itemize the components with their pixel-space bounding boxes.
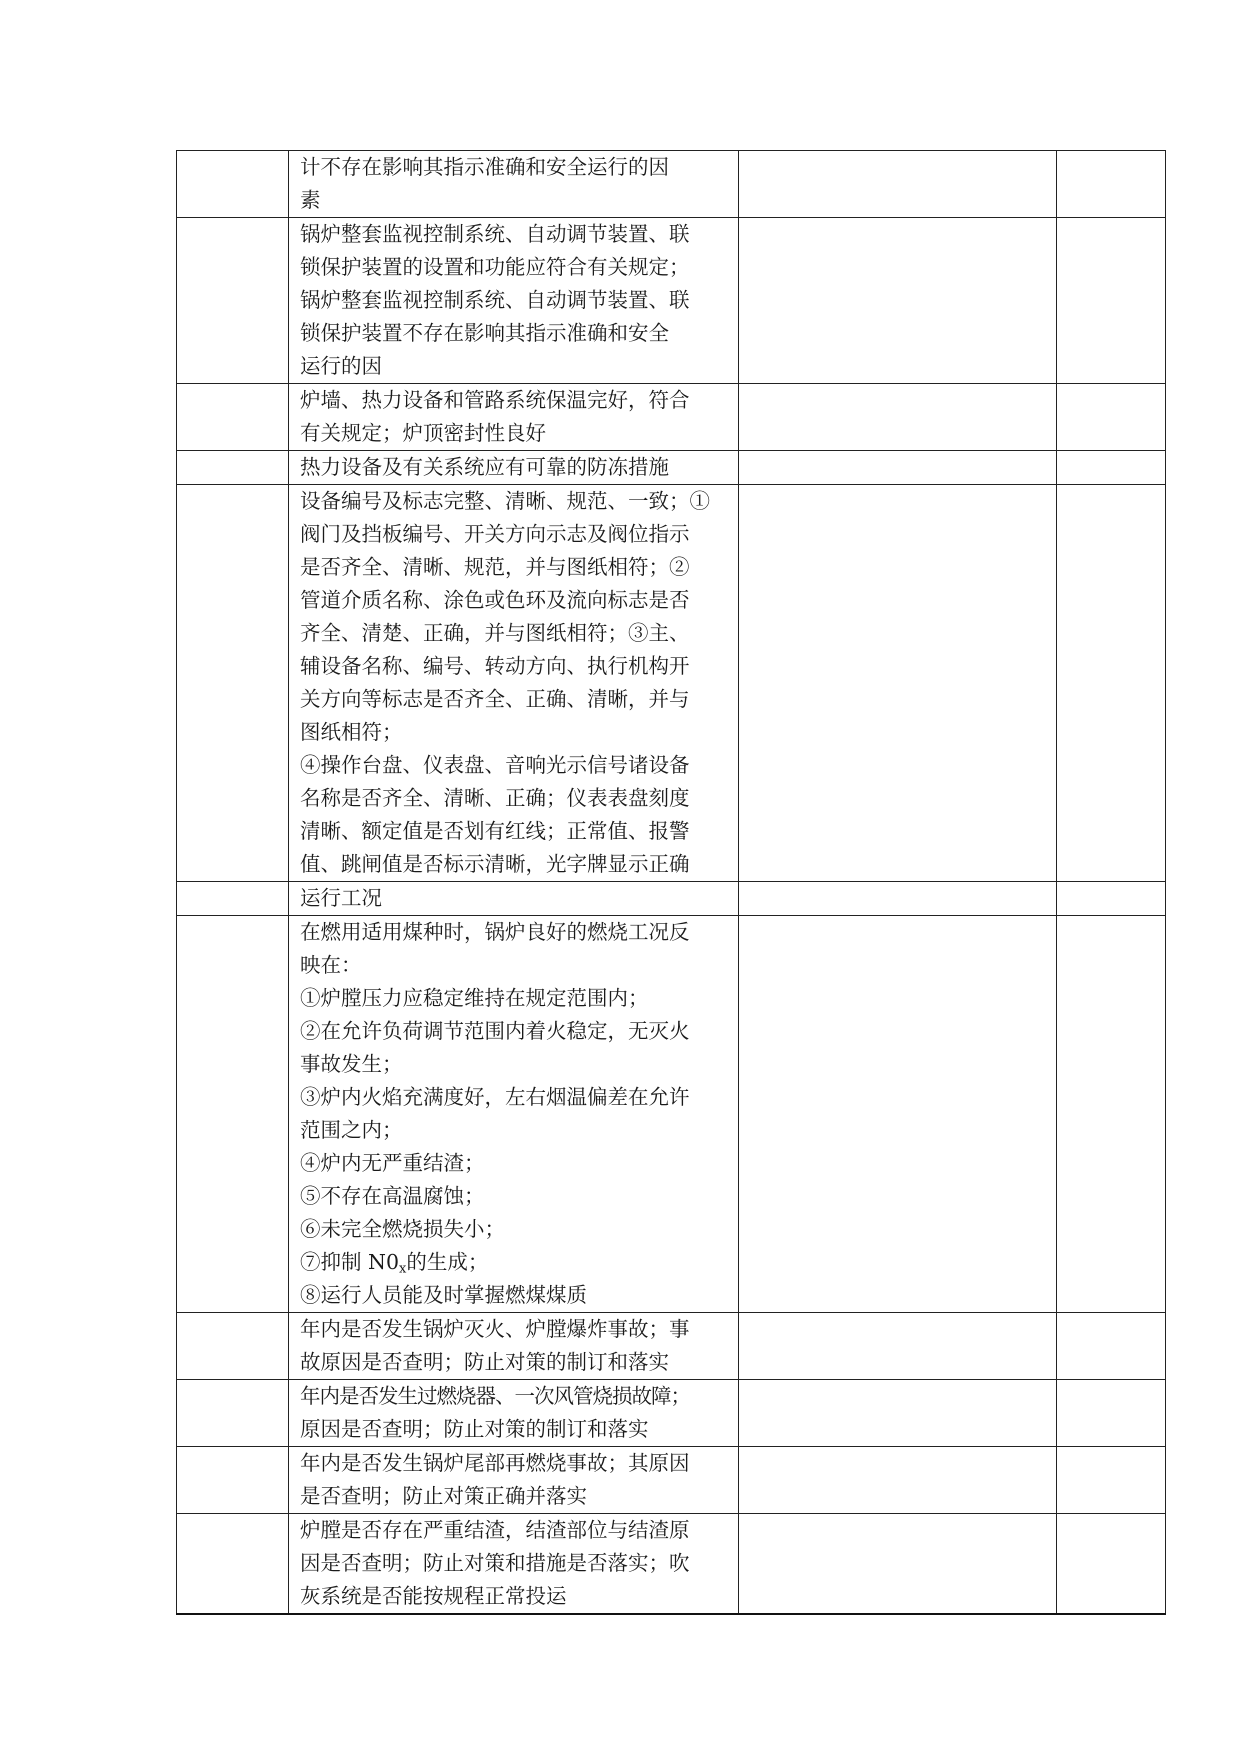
- item-line: 名称是否齐全、清晰、正确；仪表表盘刻度: [300, 786, 690, 810]
- item-line: 有关规定；炉顶密封性良好: [300, 421, 546, 445]
- item-line: 热力设备及有关系统应有可靠的防冻措施: [300, 455, 669, 479]
- cell-result: [739, 451, 1057, 485]
- item-line: 图纸相符；: [300, 720, 403, 744]
- cell-result: [739, 1313, 1057, 1380]
- item-line: ⑥未完全燃烧损失小；: [300, 1217, 505, 1241]
- item-line: 锅炉整套监视控制系统、自动调节装置、联: [300, 288, 690, 312]
- cell-index: [177, 451, 289, 485]
- cell-item: [289, 1447, 739, 1514]
- table-row: [177, 916, 1166, 1313]
- cell-remark: [1057, 1313, 1166, 1380]
- item-line: ②在允许负荷调节范围内着火稳定，无灭火: [300, 1019, 690, 1043]
- item-line: 辅设备名称、编号、转动方向、执行机构开: [300, 654, 690, 678]
- cell-remark: [1057, 882, 1166, 916]
- item-line: 灰系统是否能按规程正常投运: [300, 1584, 567, 1608]
- nox-suffix: 的生成；: [406, 1250, 489, 1274]
- item-line: 齐全、清楚、正确，并与图纸相符；③主、: [300, 621, 690, 645]
- item-line: 炉膛是否存在严重结渣，结渣部位与结渣原: [300, 1518, 690, 1542]
- item-line: 阀门及挡板编号、开关方向示志及阀位指示: [300, 522, 690, 546]
- cell-remark: [1057, 916, 1166, 1313]
- item-line: 年内是否发生过燃烧器、一次风管烧损故障；: [300, 1384, 690, 1408]
- cell-remark: [1057, 485, 1166, 882]
- cell-result: [739, 1380, 1057, 1447]
- cell-remark: [1057, 1380, 1166, 1447]
- item-line: 故原因是否查明；防止对策的制订和落实: [300, 1350, 669, 1374]
- cell-index: [177, 384, 289, 451]
- cell-item: [289, 1514, 739, 1615]
- table-row: [177, 151, 1166, 218]
- item-line: 年内是否发生锅炉灭火、炉膛爆炸事故；事: [300, 1317, 690, 1341]
- cell-result: [739, 151, 1057, 218]
- item-line: 计不存在影响其指示准确和安全运行的因: [300, 155, 669, 179]
- table-row: [177, 1447, 1166, 1514]
- cell-item: [289, 882, 739, 916]
- item-line: 因是否查明；防止对策和措施是否落实；吹: [300, 1551, 690, 1575]
- table-row: [177, 218, 1166, 384]
- cell-remark: [1057, 151, 1166, 218]
- item-line: 范围之内；: [300, 1118, 403, 1142]
- item-line: 是否齐全、清晰、规范，并与图纸相符；②: [300, 555, 690, 579]
- item-line: 值、跳闸值是否标示清晰，光字牌显示正确: [300, 852, 690, 876]
- cell-index: [177, 1313, 289, 1380]
- item-line: ⑤不存在高温腐蚀；: [300, 1184, 485, 1208]
- table-row: [177, 384, 1166, 451]
- cell-result: [739, 384, 1057, 451]
- item-line: 素: [300, 188, 321, 212]
- item-line: 锅炉整套监视控制系统、自动调节装置、联: [300, 222, 690, 246]
- cell-remark: [1057, 384, 1166, 451]
- cell-index: [177, 882, 289, 916]
- cell-index: [177, 1447, 289, 1514]
- cell-index: [177, 1514, 289, 1615]
- cell-index: [177, 218, 289, 384]
- item-line: 设备编号及标志完整、清晰、规范、一致；①: [300, 489, 710, 513]
- cell-index: [177, 1380, 289, 1447]
- item-line: 在燃用适用煤种时，锅炉良好的燃烧工况反: [300, 920, 690, 944]
- item-line: ④炉内无严重结渣；: [300, 1151, 485, 1175]
- cell-remark: [1057, 218, 1166, 384]
- cell-item: [289, 218, 739, 384]
- item-line-nox: [300, 1246, 730, 1279]
- table-row: [177, 485, 1166, 882]
- cell-item: [289, 384, 739, 451]
- item-line: ③炉内火焰充满度好，左右烟温偏差在允许: [300, 1085, 690, 1109]
- cell-index: [177, 916, 289, 1313]
- item-line: 映在：: [300, 953, 362, 977]
- item-line: 事故发生；: [300, 1052, 403, 1076]
- item-line: 清晰、额定值是否划有红线；正常值、报警: [300, 819, 690, 843]
- cell-item: [289, 1313, 739, 1380]
- cell-result: [739, 916, 1057, 1313]
- cell-item: [289, 451, 739, 485]
- nox-prefix: ⑦抑制 N0: [300, 1250, 399, 1274]
- inspection-checklist-table: [176, 150, 1166, 1615]
- cell-result: [739, 218, 1057, 384]
- item-line: 原因是否查明；防止对策的制订和落实: [300, 1417, 649, 1441]
- table-row: [177, 1313, 1166, 1380]
- cell-item: [289, 151, 739, 218]
- table-row: [177, 882, 1166, 916]
- cell-result: [739, 882, 1057, 916]
- item-line: 年内是否发生锅炉尾部再燃烧事故；其原因: [300, 1451, 690, 1475]
- cell-result: [739, 1447, 1057, 1514]
- cell-remark: [1057, 1447, 1166, 1514]
- item-line: 锁保护装置的设置和功能应符合有关规定；: [300, 255, 690, 279]
- cell-item: [289, 1380, 739, 1447]
- cell-index: [177, 151, 289, 218]
- section-heading: 运行工况: [300, 886, 382, 910]
- item-line: 锁保护装置不存在影响其指示准确和安全: [300, 321, 669, 345]
- cell-result: [739, 485, 1057, 882]
- table-row: [177, 451, 1166, 485]
- item-line: ①炉膛压力应稳定维持在规定范围内；: [300, 986, 649, 1010]
- item-line: 炉墙、热力设备和管路系统保温完好，符合: [300, 388, 690, 412]
- cell-result: [739, 1514, 1057, 1615]
- item-line: ④操作台盘、仪表盘、音响光示信号诸设备: [300, 753, 690, 777]
- cell-remark: [1057, 1514, 1166, 1615]
- cell-item: [289, 485, 739, 882]
- cell-item: [289, 916, 739, 1313]
- item-line: 是否查明；防止对策正确并落实: [300, 1484, 587, 1508]
- table-row: [177, 1514, 1166, 1615]
- table-row: [177, 1380, 1166, 1447]
- item-line: 运行的因: [300, 354, 382, 378]
- item-line: 管道介质名称、涂色或色环及流向标志是否: [300, 588, 690, 612]
- item-line: ⑧运行人员能及时掌握燃煤煤质: [300, 1283, 587, 1307]
- cell-index: [177, 485, 289, 882]
- cell-remark: [1057, 451, 1166, 485]
- nox-subscript: x: [399, 1261, 407, 1277]
- item-line: 关方向等标志是否齐全、正确、清晰，并与: [300, 687, 690, 711]
